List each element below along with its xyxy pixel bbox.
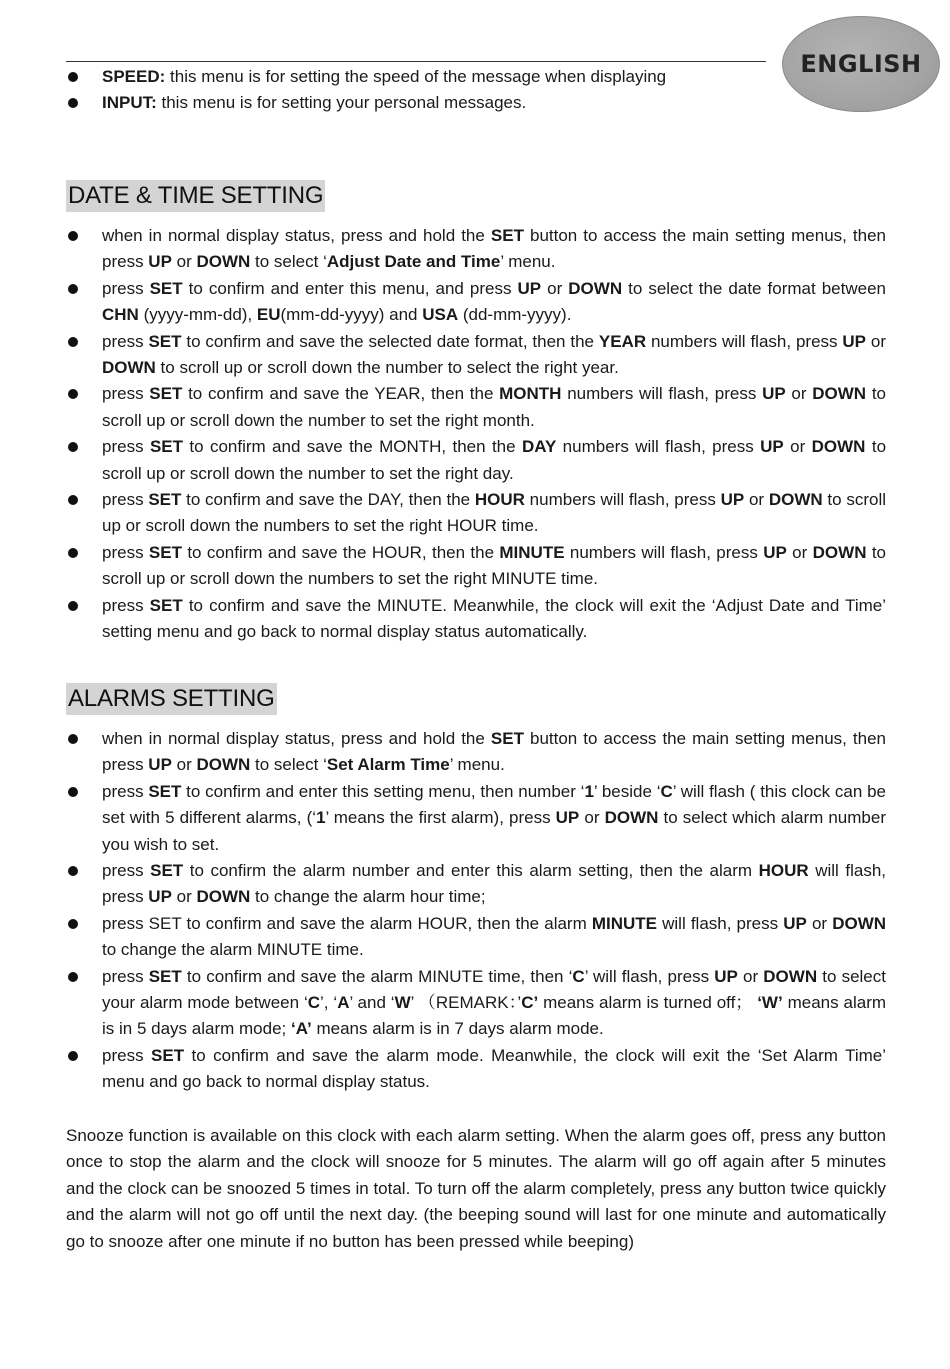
intro-term: INPUT: (102, 93, 157, 113)
item-text: to scroll up or scroll down the number to select the right year. (155, 358, 619, 378)
intro-item-speed (66, 64, 886, 90)
item-text: button to access the main setting menus, then press (102, 226, 887, 272)
date-time-list (66, 223, 886, 646)
bold-term: SET (148, 542, 182, 562)
item-text: to confirm and save the HOUR, then the (181, 542, 500, 562)
item-text: when in normal display status, press and hold the (102, 729, 491, 748)
bold-term: C (307, 993, 321, 1013)
item-text: numbers will flash, press (646, 331, 843, 351)
item-text: to select ‘ (250, 755, 327, 775)
item-text: to change the alarm MINUTE time. (102, 940, 364, 960)
item-text: (dd-mm-yyyy). (458, 305, 572, 325)
bold-term: UP (714, 966, 738, 986)
item-text: (mm-dd-yyyy) and (280, 305, 423, 325)
item-text: will flash, press (102, 861, 886, 907)
header-rule (66, 61, 766, 62)
item-text: to scroll up or scroll down the number to set the right day. (102, 437, 887, 483)
item-text: to select your alarm mode between ‘ (102, 966, 886, 1013)
item-text: to select which alarm number you wish to set. (102, 808, 886, 854)
bold-term: 1 (584, 781, 594, 801)
bold-term: UP (842, 331, 867, 351)
item-text: will flash, press (657, 913, 784, 933)
bold-term: SET (149, 437, 184, 457)
language-badge-label: ENGLISH (800, 50, 922, 78)
bold-term: SET (490, 226, 524, 245)
bold-term: HOUR (758, 861, 809, 881)
alarm-item (66, 964, 886, 1043)
date-time-item (66, 540, 886, 593)
bold-term: UP (760, 437, 784, 457)
item-text: press (102, 966, 149, 986)
alarm-item (66, 1043, 886, 1096)
item-text: to confirm and save the selected date format, then the (181, 331, 599, 351)
bold-term: DOWN (196, 252, 251, 272)
item-text: ’ means the first alarm), press (325, 808, 556, 828)
item-text: to confirm and save the YEAR, then the (182, 384, 500, 404)
item-text: ’ will flash, press (584, 966, 715, 986)
bold-term: DOWN (196, 755, 251, 775)
bold-term: SET (149, 595, 183, 615)
bold-term: Adjust Date and Time (326, 252, 501, 272)
item-text: to confirm and save the DAY, then the (181, 490, 475, 510)
item-text: or (171, 887, 197, 907)
bold-term: SET (149, 278, 183, 298)
bold-term: SET (148, 490, 182, 510)
bold-term: DOWN (812, 542, 867, 562)
bold-term: USA (422, 305, 459, 325)
bold-term: 1 (316, 808, 326, 828)
bold-term: UP (763, 542, 787, 562)
item-text: numbers will flash, press (564, 542, 764, 562)
bold-term: DOWN (768, 490, 823, 510)
item-text: or (786, 542, 813, 562)
bold-term: SET (151, 1045, 185, 1065)
item-text: to confirm and enter this menu, and press (182, 278, 518, 298)
bold-term: MINUTE (591, 913, 658, 933)
item-text: or (744, 490, 769, 510)
bold-term: C’ (521, 993, 539, 1013)
item-text: press SET to confirm and save the alarm HOUR, then the alarm (102, 913, 592, 933)
bold-term: Set Alarm Time (326, 755, 450, 775)
item-text: to confirm and save the alarm MINUTE time, then ‘ (181, 966, 573, 986)
date-time-item (66, 381, 886, 434)
item-text: press (102, 331, 149, 351)
item-text: to scroll up or scroll down the numbers to set the right MINUTE time. (102, 542, 887, 589)
bold-term: SET (148, 781, 182, 801)
intro-list (66, 64, 886, 117)
alarms-list (66, 726, 886, 1096)
bold-term: UP (148, 887, 172, 907)
item-text: to confirm and save the alarm mode. Meanwhile, the clock will exit the ‘Set Alarm Time’ menu and go back to normal display status. (102, 1045, 886, 1092)
item-text: to change the alarm hour time; (250, 887, 486, 907)
item-text: to confirm and save the MONTH, then the (183, 437, 522, 457)
item-text: or (866, 331, 886, 351)
bold-term: DOWN (832, 913, 887, 933)
alarms-heading: ALARMS SETTING (66, 683, 277, 715)
item-text: button to access the main setting menus, then press (102, 729, 887, 775)
item-text: or (737, 966, 764, 986)
bold-term: DOWN (763, 966, 818, 986)
item-text: ’ and ‘ (349, 993, 395, 1013)
bold-term: MONTH (499, 384, 562, 404)
bold-term: UP (148, 755, 172, 775)
alarm-item (66, 911, 886, 964)
bold-term: MINUTE (499, 542, 565, 562)
date-time-item (66, 434, 886, 487)
date-time-item (66, 223, 886, 276)
bold-term: DOWN (568, 278, 623, 298)
bold-term: DOWN (102, 358, 156, 378)
item-text: means alarm is in 7 days alarm mode. (311, 1019, 604, 1039)
bold-term: SET (150, 861, 184, 881)
item-text: or (806, 913, 833, 933)
item-text: press (102, 278, 150, 298)
bold-term: C (572, 966, 585, 986)
bold-term: UP (762, 384, 786, 404)
item-text: ’ menu. (449, 755, 505, 775)
alarm-item (66, 726, 886, 779)
bold-term: A (337, 993, 350, 1013)
item-text: to scroll up or scroll down the numbers to set the right HOUR time. (102, 490, 887, 536)
bold-term: ‘A’ (290, 1019, 312, 1039)
bold-term: UP (720, 490, 745, 510)
alarm-item (66, 858, 886, 911)
item-text: press (102, 1045, 152, 1065)
bold-term: SET (149, 384, 183, 404)
bold-term: DAY (521, 437, 557, 457)
bold-term: SET (148, 331, 182, 351)
item-text: when in normal display status, press and hold the (102, 226, 491, 245)
bold-term: SET (490, 729, 524, 748)
item-text: to select the date format between (622, 278, 886, 298)
item-text: or (171, 252, 197, 272)
bold-term: UP (555, 808, 580, 828)
bold-term: DOWN (812, 384, 867, 404)
date-time-item (66, 487, 886, 540)
item-text: means alarm is in 5 days alarm mode; (102, 993, 887, 1039)
bold-term: W (394, 993, 411, 1013)
date-time-item (66, 593, 886, 646)
date-time-item (66, 329, 886, 382)
item-text: ’ beside ‘ (593, 781, 661, 801)
bold-term: YEAR (598, 331, 647, 351)
item-text: numbers will flash, press (561, 384, 763, 404)
item-text: or (171, 755, 197, 775)
bold-term: SET (148, 966, 182, 986)
item-text: or (541, 278, 569, 298)
bold-term: DOWN (196, 887, 251, 907)
item-text: press (102, 542, 149, 562)
bold-term: CHN (102, 305, 139, 325)
item-text: to confirm and enter this setting menu, then number ‘ (181, 781, 585, 801)
snooze-paragraph: Snooze function is available on this clock with each alarm setting. When the alarm goes off, press any button once to stop the alarm and the clock will snooze for 5 minutes. The alarm will go off again after 5 minutes and the clock can be snoozed 5 times in total. To turn off the alarm completely, press any button twice quickly and the alarm will not go off until the next day. (the beeping sound will last for one minute and automatically go to snooze after one minute if no button has been pressed while beeping) (66, 1126, 886, 1251)
intro-item-input (66, 90, 886, 116)
item-text: press (102, 781, 149, 801)
item-text: press (102, 861, 151, 881)
intro-term: SPEED: (102, 67, 166, 86)
item-text: ’ menu. (500, 252, 556, 272)
intro-text: this menu is for setting the speed of the message when displaying (165, 67, 667, 86)
item-text: (yyyy-mm-dd), (138, 305, 257, 325)
item-text: numbers will flash, press (556, 437, 761, 457)
item-text: press (102, 437, 150, 457)
item-text: press (102, 384, 150, 404)
item-text: press (102, 490, 149, 510)
item-text: means alarm is turned off； (538, 993, 758, 1013)
bold-term: ‘W’ (757, 993, 783, 1013)
item-text: or (785, 384, 813, 404)
item-text: or (579, 808, 605, 828)
item-text: numbers will flash, press (524, 490, 721, 510)
item-text: or (783, 437, 812, 457)
date-time-heading: DATE & TIME SETTING (66, 180, 325, 212)
bold-term: UP (148, 252, 172, 272)
intro-text: this menu is for setting your personal messages. (156, 93, 527, 113)
bold-term: HOUR (474, 490, 525, 510)
item-text: to select ‘ (250, 252, 327, 272)
item-text: to confirm the alarm number and enter this alarm setting, then the alarm (183, 861, 759, 881)
bold-term: C (660, 781, 673, 801)
item-text: ’ （REMARK：’ (410, 993, 522, 1013)
item-text: to scroll up or scroll down the number to set the right month. (102, 384, 886, 430)
item-text: to confirm and save the MINUTE. Meanwhile, the clock will exit the ‘Adjust Date and Time’ setting menu and go back to normal display status automatically. (102, 595, 886, 642)
bold-term: DOWN (811, 437, 866, 457)
date-time-item (66, 276, 886, 329)
item-text: press (102, 595, 150, 615)
item-text: ’ will flash ( this clock can be set with 5 different alarms, (‘ (102, 781, 887, 828)
item-text: ’, ‘ (320, 993, 338, 1013)
alarm-item (66, 779, 886, 858)
bold-term: UP (517, 278, 542, 298)
bold-term: EU (256, 305, 281, 325)
bold-term: DOWN (604, 808, 659, 828)
bold-term: UP (783, 913, 807, 933)
